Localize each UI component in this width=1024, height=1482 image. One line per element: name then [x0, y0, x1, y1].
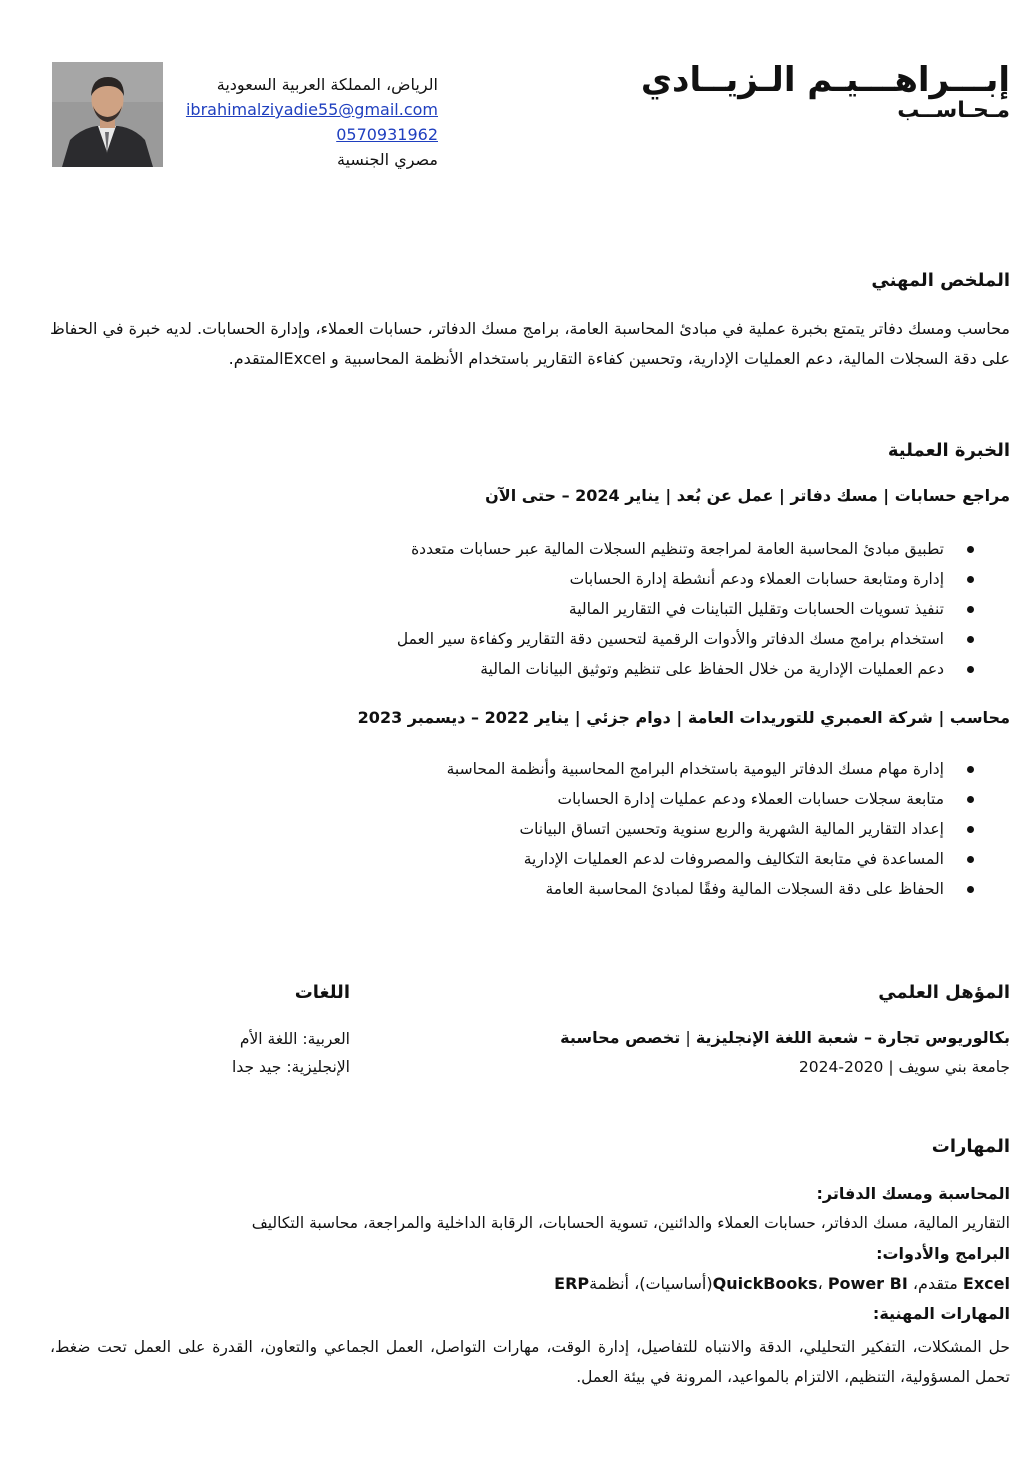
summary-text: محاسب ومسك دفاتر يتمتع بخبرة عملية في مبادئ المحاسبة العامة، برامج مسك الدفاتر، حسابات العملاء، وإدارة الحسابات. لديه خبرة في الحفاظ على دقة السجلات المالية، دعم العمليات الإدارية، وتحسين كفاءة التقارير باستخدام الأنظمة المحاسبية و Excelالمتقدم.: [50, 319, 1010, 368]
experience-heading: الخبرة العملية: [887, 440, 1010, 461]
job-1-bullets: [397, 534, 974, 684]
job-2-bullets: [447, 754, 974, 904]
list-item: إدارة ومتابعة حسابات العملاء ودعم أنشطة إدارة الحسابات: [397, 564, 974, 594]
skills-heading: المهارات: [931, 1136, 1010, 1157]
bullet-icon: [967, 886, 974, 893]
education-heading: المؤهل العلمي: [878, 982, 1010, 1003]
job-2-title: محاسب | شركة العمبري للتوريدات العامة | دوام جزئي | يناير 2022 – ديسمبر 2023: [357, 708, 1010, 727]
profile-photo: [52, 62, 163, 167]
email-link[interactable]: ibrahimalziyadie55@gmail.com: [185, 100, 438, 119]
bullet-icon: [967, 636, 974, 643]
job-1-title: مراجع حسابات | مسك دفاتر | عمل عن بُعد | يناير 2024 – حتى الآن: [485, 486, 1010, 505]
bullet-icon: [967, 796, 974, 803]
candidate-name: إبـــراهـــيـم الـزيــادي: [640, 60, 1010, 100]
bullet-icon: [967, 546, 974, 553]
person-photo-icon: [52, 62, 163, 167]
list-item: تطبيق مبادئ المحاسبة العامة لمراجعة وتنظيم السجلات المالية عبر حسابات متعددة: [397, 534, 974, 564]
list-item: الحفاظ على دقة السجلات المالية وفقًا لمبادئ المحاسبة العامة: [447, 874, 974, 904]
location-text: الرياض، المملكة العربية السعودية: [216, 75, 438, 94]
bullet-icon: [967, 606, 974, 613]
language-english: الإنجليزية: جيد جدا: [232, 1058, 350, 1076]
professional-skills-heading: المهارات المهنية:: [872, 1304, 1010, 1323]
tools-text: Excel متقدم، QuickBooks، Power BI(أساسيات)، أنظمةERP: [554, 1274, 1010, 1293]
nationality-text: مصري الجنسية: [336, 150, 438, 169]
education-university: جامعة بني سويف | 2020-2024: [798, 1058, 1010, 1076]
bullet-icon: [967, 826, 974, 833]
list-item: متابعة سجلات حسابات العملاء ودعم عمليات إدارة الحسابات: [447, 784, 974, 814]
contact-block: [168, 72, 438, 172]
list-item: دعم العمليات الإدارية من خلال الحفاظ على تنظيم وتوثيق البيانات المالية: [397, 654, 974, 684]
phone-link[interactable]: 0570931962: [336, 125, 438, 144]
bullet-icon: [967, 666, 974, 673]
accounting-skills-text: التقارير المالية، مسك الدفاتر، حسابات العملاء والدائنين، تسوية الحسابات، الرقابة الداخلية والمراجعة، محاسبة التكاليف: [251, 1214, 1010, 1232]
education-degree: بكالوريوس تجارة – شعبة اللغة الإنجليزية | تخصص محاسبة: [560, 1028, 1010, 1047]
list-item: إعداد التقارير المالية الشهرية والربع سنوية وتحسين اتساق البيانات: [447, 814, 974, 844]
summary-heading: الملخص المهني: [871, 270, 1010, 291]
list-item: استخدام برامج مسك الدفاتر والأدوات الرقمية لتحسين دقة التقارير وكفاءة سير العمل: [397, 624, 974, 654]
bullet-icon: [967, 856, 974, 863]
professional-skills-text: حل المشكلات، التفكير التحليلي، الدقة والانتباه للتفاصيل، إدارة الوقت، مهارات التواصل، العمل الجماعي والتعاون، القدرة على العمل تحت ضغط، تحمل المسؤولية، التنظيم، الالتزام بالمواعيد، المرونة في بيئة العمل.: [50, 1338, 1010, 1386]
tools-heading: البرامج والأدوات:: [876, 1244, 1010, 1263]
list-item: إدارة مهام مسك الدفاتر اليومية باستخدام البرامج المحاسبية وأنظمة المحاسبة: [447, 754, 974, 784]
candidate-title: مـحـاســب: [897, 98, 1010, 123]
languages-heading: اللغات: [294, 982, 350, 1003]
bullet-icon: [967, 576, 974, 583]
list-item: المساعدة في متابعة التكاليف والمصروفات لدعم العمليات الإدارية: [447, 844, 974, 874]
bullet-icon: [967, 766, 974, 773]
language-arabic: العربية: اللغة الأم: [239, 1030, 350, 1048]
accounting-skills-heading: المحاسبة ومسك الدفاتر:: [816, 1184, 1010, 1203]
list-item: تنفيذ تسويات الحسابات وتقليل التباينات في التقارير المالية: [397, 594, 974, 624]
